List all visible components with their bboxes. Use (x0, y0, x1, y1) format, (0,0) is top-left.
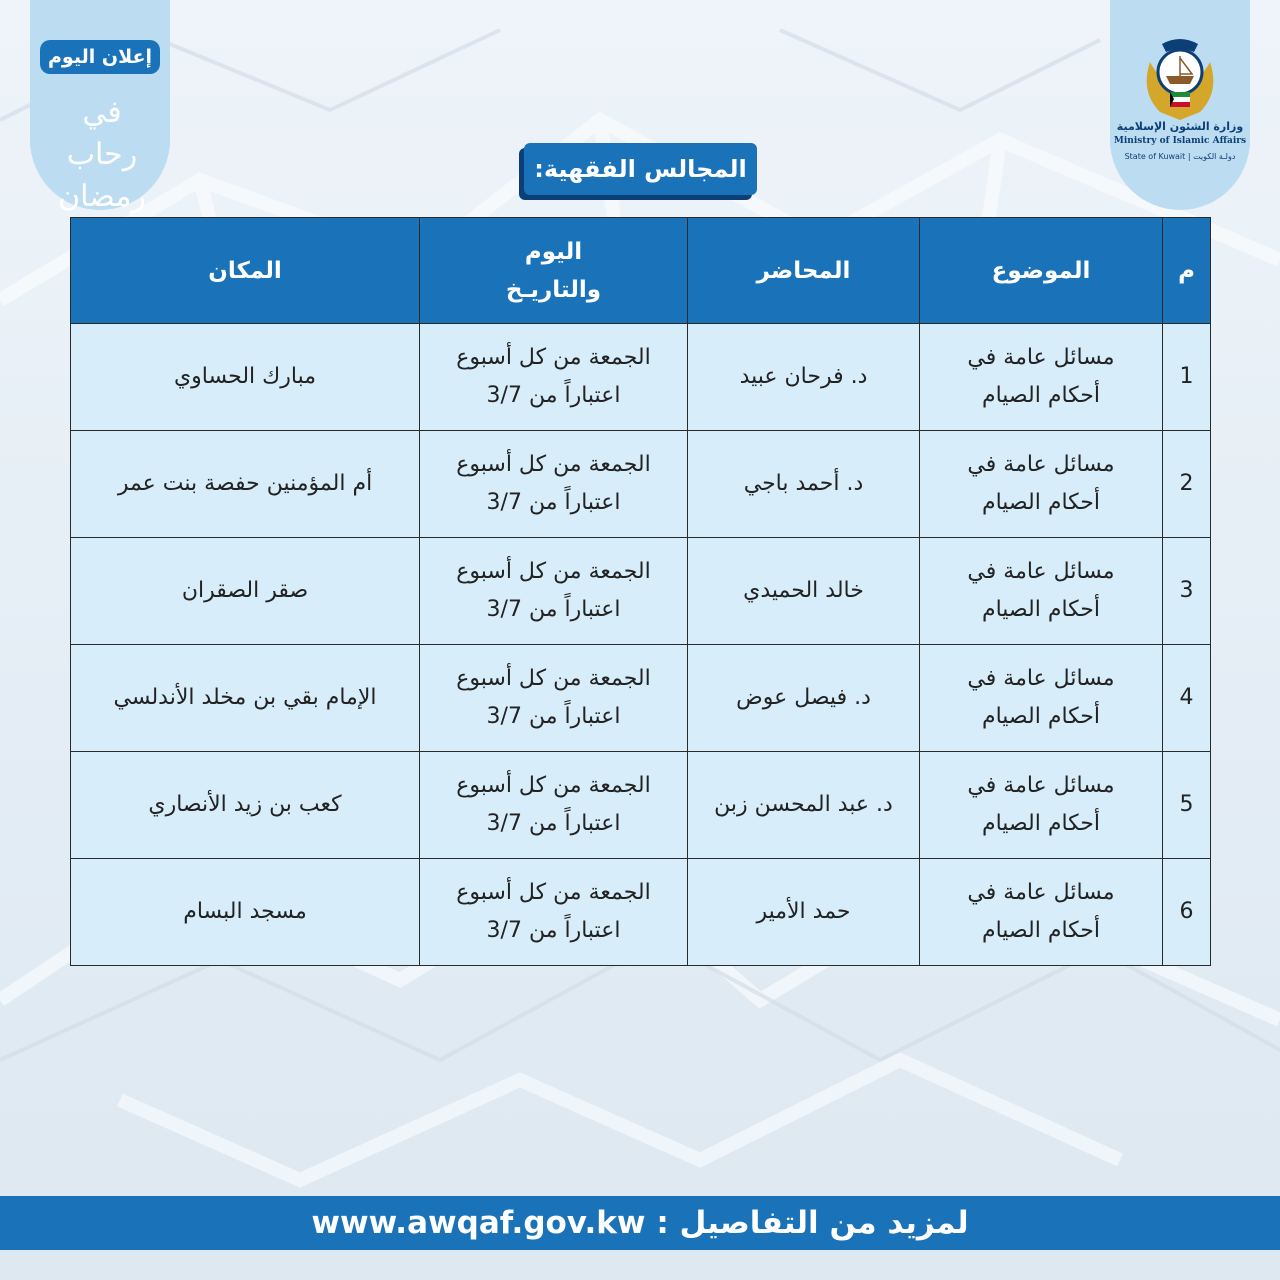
table-row (71, 752, 1211, 859)
cell-day-date: الجمعة من كل أسبوع اعتباراً من 3/7 (420, 752, 688, 859)
cell-place: مسجد البسام (71, 859, 420, 966)
header-topic: الموضوع (920, 218, 1163, 324)
cell-day-date: الجمعة من كل أسبوع اعتباراً من 3/7 (420, 431, 688, 538)
header-num: م (1163, 218, 1211, 324)
cell-num: 6 (1163, 859, 1211, 966)
cell-topic: مسائل عامة في أحكام الصيام (920, 324, 1163, 431)
table-row (71, 324, 1211, 431)
cell-place: كعب بن زيد الأنصاري (71, 752, 420, 859)
cell-day-date: الجمعة من كل أسبوع اعتباراً من 3/7 (420, 645, 688, 752)
cell-lecturer: د. أحمد باجي (688, 431, 920, 538)
ramadan-calligraphy: في رحاب رمضان (58, 95, 146, 214)
page-title-text: المجالس الفقهية: (534, 155, 747, 183)
footer-bar (0, 1196, 1280, 1250)
header-lecturer: المحاضر (688, 218, 920, 324)
ministry-state: State of Kuwait | دولـة الكويت (1124, 152, 1236, 161)
footer-label: لمزيد من التفاصيل : (656, 1205, 969, 1241)
ministry-name-en: Ministry of Islamic Affairs (1113, 136, 1247, 146)
announcement-badge (30, 0, 170, 214)
cell-num: 1 (1163, 324, 1211, 431)
footer-url-link[interactable]: www.awqaf.gov.kw (311, 1205, 646, 1241)
header-day-date: اليوم والتاريـخ (420, 218, 688, 324)
cell-num: 4 (1163, 645, 1211, 752)
cell-topic: مسائل عامة في أحكام الصيام (920, 859, 1163, 966)
footer-text (0, 1196, 1280, 1250)
header-place: المكان (71, 218, 420, 324)
cell-lecturer: د. فيصل عوض (688, 645, 920, 752)
cell-day-date: الجمعة من كل أسبوع اعتباراً من 3/7 (420, 324, 688, 431)
cell-num: 5 (1163, 752, 1211, 859)
cell-place: صقر الصقران (71, 538, 420, 645)
cell-num: 3 (1163, 538, 1211, 645)
cell-topic: مسائل عامة في أحكام الصيام (920, 538, 1163, 645)
cell-place: أم المؤمنين حفصة بنت عمر (71, 431, 420, 538)
cell-topic: مسائل عامة في أحكام الصيام (920, 645, 1163, 752)
cell-place: مبارك الحساوي (71, 324, 420, 431)
table-row (71, 538, 1211, 645)
table-row (71, 645, 1211, 752)
cell-place: الإمام بقي بن مخلد الأندلسي (71, 645, 420, 752)
cell-topic: مسائل عامة في أحكام الصيام (920, 431, 1163, 538)
table-row (71, 859, 1211, 966)
cell-topic: مسائل عامة في أحكام الصيام (920, 752, 1163, 859)
schedule-table (70, 217, 1211, 966)
cell-lecturer: حمد الأمير (688, 859, 920, 966)
table-header-row (71, 218, 1211, 324)
cell-day-date: الجمعة من كل أسبوع اعتباراً من 3/7 (420, 859, 688, 966)
cell-lecturer: خالد الحميدي (688, 538, 920, 645)
ministry-name-ar: وزارة الشئون الإسلامية (1116, 120, 1244, 133)
announcement-label: إعلان اليوم (40, 40, 160, 74)
cell-lecturer: د. فرحان عبيد (688, 324, 920, 431)
ministry-badge (1110, 0, 1250, 210)
cell-num: 2 (1163, 431, 1211, 538)
page-title (524, 143, 757, 195)
kuwait-emblem-icon (1140, 32, 1220, 122)
table-row (71, 431, 1211, 538)
cell-lecturer: د. عبد المحسن زبن (688, 752, 920, 859)
cell-day-date: الجمعة من كل أسبوع اعتباراً من 3/7 (420, 538, 688, 645)
